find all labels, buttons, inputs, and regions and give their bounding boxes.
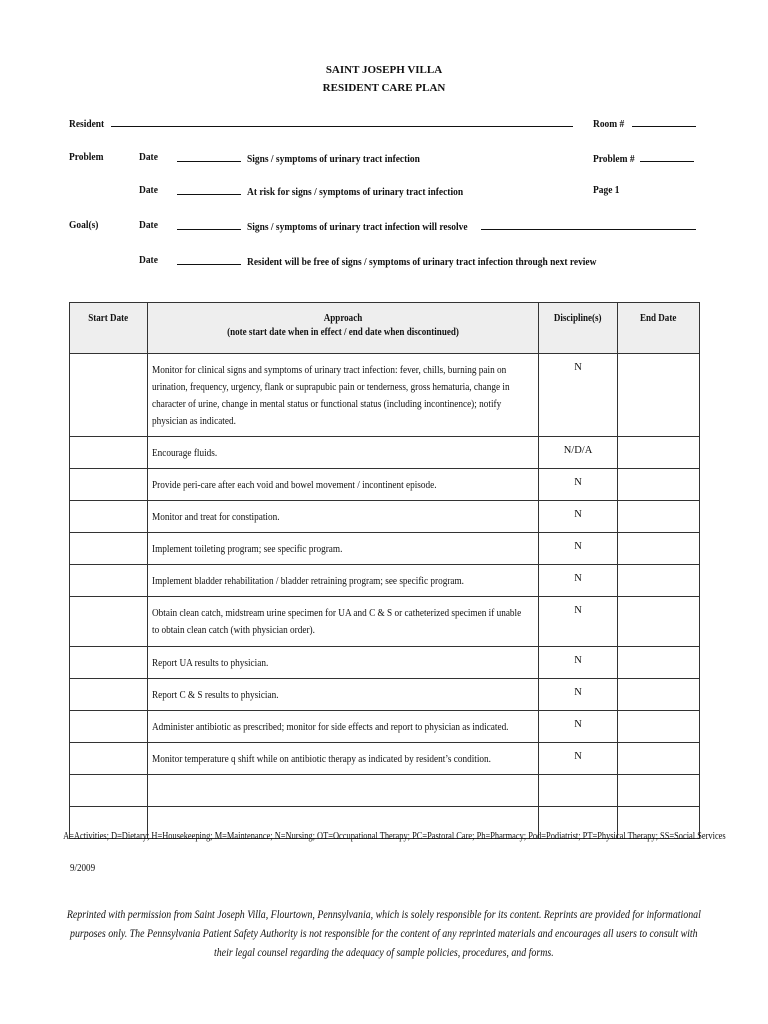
goal-1-fill-line[interactable] bbox=[481, 219, 696, 230]
end-date-cell[interactable] bbox=[618, 743, 700, 775]
problem-1-date-field[interactable] bbox=[177, 151, 241, 162]
end-date-cell[interactable] bbox=[618, 437, 700, 469]
problem-2-date-label: Date bbox=[139, 184, 158, 196]
discipline-cell: N bbox=[539, 647, 618, 679]
reprint-disclaimer: Reprinted with permission from Saint Joseph Villa, Flourtown, Pennsylvania, which is solely responsible for its content. Reprints are provided for informational purposes only. The Pennsylvania Patient Safety Authority is not responsible for the content of any reprinted materials and encourages all users to consult with their legal counsel regarding the adequacy of sample policies, procedures, and forms. bbox=[66, 909, 702, 959]
goal-2-text: Resident will be free of signs / symptoms of urinary tract infection through next review bbox=[246, 256, 597, 268]
end-date-cell[interactable] bbox=[618, 469, 700, 501]
page-label: Page 1 bbox=[593, 184, 620, 196]
discipline-legend: A=Activities; D=Dietary; H=Housekeeping; M=Maintenance; N=Nursing; OT=Occupational Therapy; PC=Pastoral Care; Ph=Pharmacy; Pod=Podiatrist; PT=Physical Therapy; SS=Social Services bbox=[63, 831, 726, 842]
discipline-cell: N/D/A bbox=[539, 437, 618, 469]
goal-2-date-field[interactable] bbox=[177, 254, 241, 265]
blank-table-row bbox=[70, 775, 700, 807]
start-date-cell[interactable] bbox=[70, 501, 148, 533]
table-row bbox=[70, 354, 700, 437]
discipline-cell: N bbox=[539, 743, 618, 775]
column-start-date: Start Date bbox=[70, 303, 148, 354]
table-row bbox=[70, 597, 700, 647]
blank-cell[interactable] bbox=[618, 775, 700, 807]
column-end-date: End Date bbox=[618, 303, 700, 354]
facility-name: SAINT JOSEPH VILLA bbox=[325, 64, 443, 76]
goal-1-date-label: Date bbox=[139, 219, 158, 231]
problem-1-text: Signs / symptoms of urinary tract infection bbox=[246, 153, 420, 165]
end-date-cell[interactable] bbox=[618, 501, 700, 533]
end-date-cell[interactable] bbox=[618, 565, 700, 597]
start-date-cell[interactable] bbox=[70, 711, 148, 743]
approach-cell: Encourage fluids. bbox=[148, 437, 539, 469]
approach-cell: Monitor temperature q shift while on antibiotic therapy as indicated by resident’s condition. bbox=[148, 743, 539, 775]
goals-label: Goal(s) bbox=[69, 219, 99, 231]
form-title: RESIDENT CARE PLAN bbox=[322, 82, 446, 94]
approach-cell: Report UA results to physician. bbox=[148, 647, 539, 679]
problem-number-label: Problem # bbox=[593, 153, 635, 165]
blank-cell[interactable] bbox=[148, 775, 539, 807]
discipline-cell: N bbox=[539, 711, 618, 743]
end-date-cell[interactable] bbox=[618, 679, 700, 711]
end-date-cell[interactable] bbox=[618, 711, 700, 743]
resident-field[interactable] bbox=[111, 116, 573, 127]
approach-cell: Monitor and treat for constipation. bbox=[148, 501, 539, 533]
start-date-cell[interactable] bbox=[70, 679, 148, 711]
discipline-cell: N bbox=[539, 469, 618, 501]
table-row bbox=[70, 469, 700, 501]
problem-2-text: At risk for signs / symptoms of urinary tract infection bbox=[246, 186, 463, 198]
end-date-cell[interactable] bbox=[618, 647, 700, 679]
approach-cell: Implement bladder rehabilitation / bladder retraining program; see specific program. bbox=[148, 565, 539, 597]
table-row bbox=[70, 501, 700, 533]
approach-header-title: Approach bbox=[323, 313, 363, 324]
table-header-row bbox=[70, 303, 700, 354]
discipline-cell: N bbox=[539, 354, 618, 437]
start-date-cell[interactable] bbox=[70, 597, 148, 647]
approach-header-note: (note start date when in effect / end date when discontinued) bbox=[227, 327, 459, 338]
column-discipline: Discipline(s) bbox=[539, 303, 618, 354]
start-date-cell[interactable] bbox=[70, 469, 148, 501]
table-row bbox=[70, 533, 700, 565]
problem-number-field[interactable] bbox=[640, 151, 694, 162]
approach-cell: Obtain clean catch, midstream urine specimen for UA and C & S or catheterized specimen if unable to obtain clean catch (with physician order). bbox=[148, 597, 539, 647]
table-row bbox=[70, 711, 700, 743]
start-date-cell[interactable] bbox=[70, 437, 148, 469]
table-row bbox=[70, 647, 700, 679]
column-approach bbox=[148, 303, 539, 354]
discipline-cell: N bbox=[539, 565, 618, 597]
start-date-cell[interactable] bbox=[70, 533, 148, 565]
end-date-cell[interactable] bbox=[618, 533, 700, 565]
goal-1-date-field[interactable] bbox=[177, 219, 241, 230]
table-row bbox=[70, 565, 700, 597]
start-date-cell[interactable] bbox=[70, 354, 148, 437]
discipline-cell: N bbox=[539, 679, 618, 711]
goal-1-text: Signs / symptoms of urinary tract infection will resolve bbox=[246, 221, 468, 233]
resident-row bbox=[69, 116, 573, 130]
goal-2-date-label: Date bbox=[139, 254, 158, 266]
room-row bbox=[593, 116, 696, 130]
discipline-cell: N bbox=[539, 501, 618, 533]
revision-date: 9/2009 bbox=[70, 863, 96, 874]
problem-2-date-field[interactable] bbox=[177, 184, 241, 195]
room-label: Room # bbox=[593, 118, 625, 130]
start-date-cell[interactable] bbox=[70, 743, 148, 775]
blank-cell[interactable] bbox=[539, 775, 618, 807]
approach-cell: Report C & S results to physician. bbox=[148, 679, 539, 711]
table-row bbox=[70, 437, 700, 469]
approach-cell: Monitor for clinical signs and symptoms of urinary tract infection: fever, chills, burning pain on urination, frequency, urgency, flank or suprapubic pain or tenderness, gross hematuria, change in character of urine, change in mental status or functional status (including incontinence); notify physician as indicated. bbox=[148, 354, 539, 437]
approach-cell: Provide peri-care after each void and bowel movement / incontinent episode. bbox=[148, 469, 539, 501]
discipline-cell: N bbox=[539, 533, 618, 565]
problem-label: Problem bbox=[69, 151, 104, 163]
discipline-cell: N bbox=[539, 597, 618, 647]
table-row bbox=[70, 743, 700, 775]
room-field[interactable] bbox=[632, 116, 696, 127]
end-date-cell[interactable] bbox=[618, 597, 700, 647]
end-date-cell[interactable] bbox=[618, 354, 700, 437]
approach-cell: Administer antibiotic as prescribed; monitor for side effects and report to physician as indicated. bbox=[148, 711, 539, 743]
blank-cell[interactable] bbox=[70, 775, 148, 807]
table-row bbox=[70, 679, 700, 711]
problem-1-date-label: Date bbox=[139, 151, 158, 163]
start-date-cell[interactable] bbox=[70, 647, 148, 679]
resident-label: Resident bbox=[69, 118, 105, 130]
approach-cell: Implement toileting program; see specific program. bbox=[148, 533, 539, 565]
start-date-cell[interactable] bbox=[70, 565, 148, 597]
care-plan-table bbox=[69, 302, 700, 839]
